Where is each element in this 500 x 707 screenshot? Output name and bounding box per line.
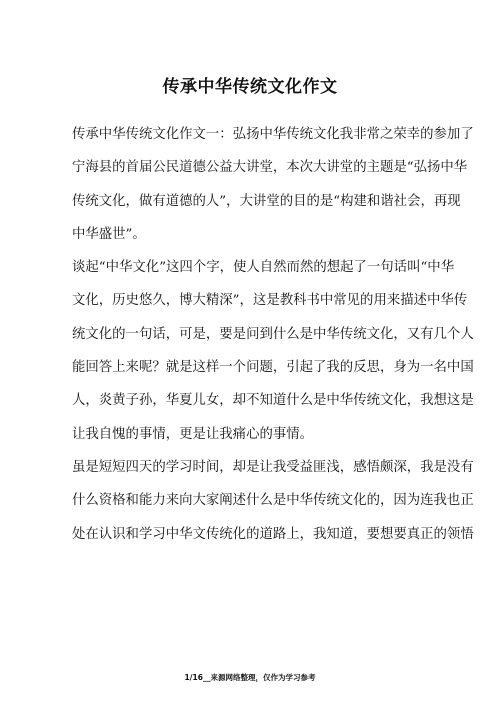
text-line: 能回答上来呢？就是这样一个问题，引起了我的反思，身为一名中国 [72,360,474,376]
text-line: 什么资格和能力来向大家阐述什么是中华传统文化的，因为连我也正 [72,493,474,509]
text-line: 谈起“中华文化”这四个字，使人自然而然的想起了一句话叫“中华 [72,260,455,276]
text-line: 传统文化，做有道德的人”，大讲堂的目的是“构建和谐社会，再现 [72,193,461,209]
document-title: 传承中华传统文化作文 [162,77,338,97]
text-line: 中华盛世”。 [72,226,146,242]
text-line: 虽是短短四天的学习时间，却是让我受益匪浅，感悟颇深，我是没有 [72,459,474,475]
text-line: 宁海县的首届公民道德公益大讲堂，本次大讲堂的主题是“弘扬中华 [72,160,468,176]
document-body [72,118,474,551]
text-line: 让我自愧的事情，更是让我痛心的事情。 [72,426,314,442]
text-line: 处在认识和学习中华文传统化的道路上，我知道，要想要真正的领悟 [72,526,474,542]
page-footer: 1/16__来源网络整理，仅作为学习参考 [184,673,316,682]
text-line: 统文化的一句话，可是，要是问到什么是中华传统文化，又有几个人 [72,326,474,342]
text-line: 传承中华传统文化作文一：弘扬中华传统文化我非常之荣幸的参加了 [72,127,474,142]
text-line: 文化，历史悠久，博大精深”，这是教科书中常见的用来描述中华传 [72,293,468,309]
text-line: 人，炎黄子孙，华夏儿女，却不知道什么是中华传统文化，我想这是 [72,393,474,409]
